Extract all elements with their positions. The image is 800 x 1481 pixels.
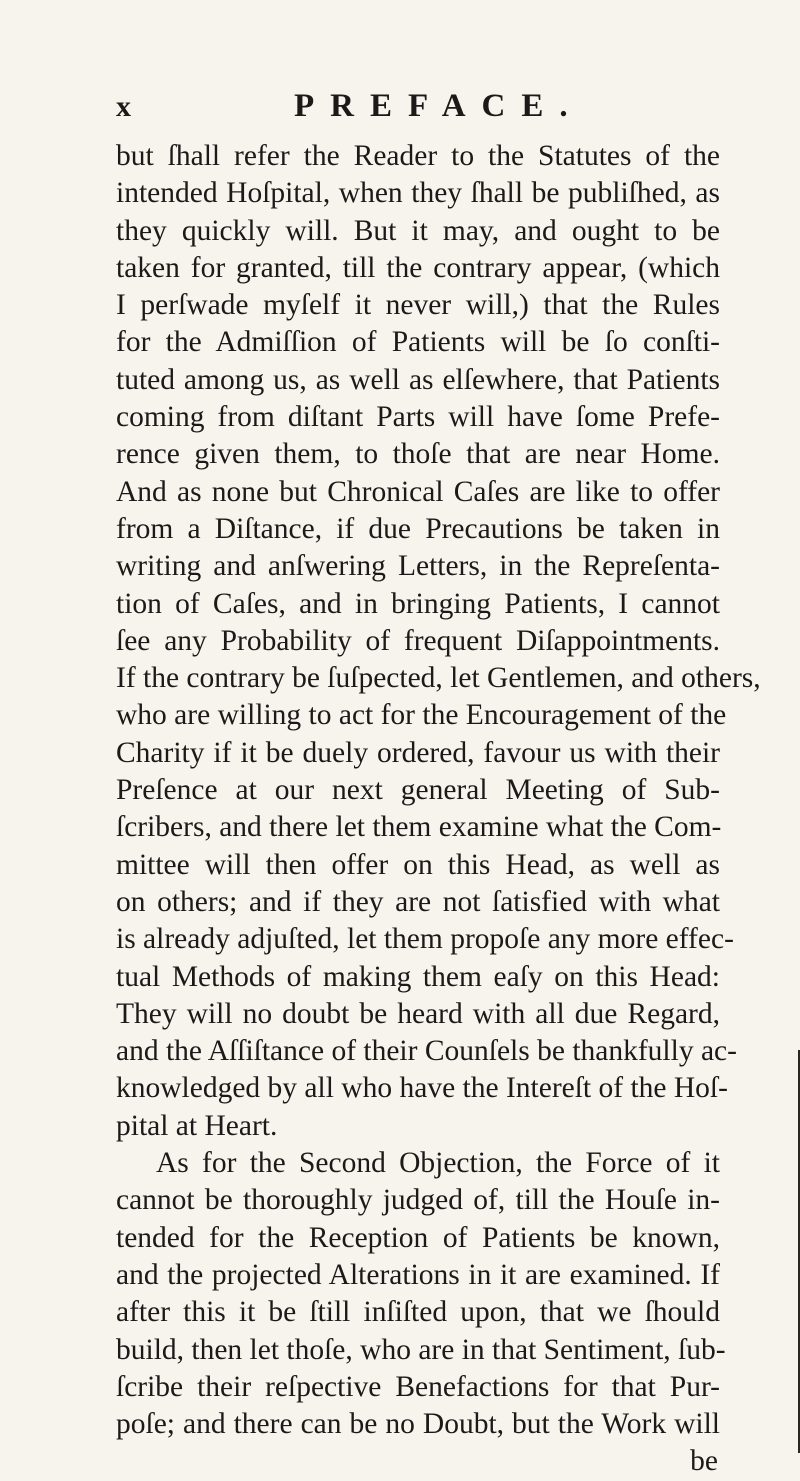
text-line: They will no doubt be heard with all due Regard,	[116, 997, 720, 1030]
text-line: knowledged by all who have the Intereſt of the Hoſ-	[116, 1072, 728, 1105]
text-line: they quickly will. But it may, and ought to be	[116, 214, 720, 247]
text-line: tual Methods of making them eaſy on this Head:	[116, 960, 720, 993]
text-line: writing and anſwering Letters, in the Repreſenta-	[116, 550, 720, 583]
text-line: ſcribers, and there let them examine what the Com-	[116, 811, 722, 844]
text-line: but ſhall refer the Reader to the Statutes of the	[116, 140, 720, 172]
text-line: after this it be ſtill inſiſted upon, that we ſhould	[116, 1296, 720, 1329]
text-line: rence given them, to thoſe that are near Home.	[116, 438, 720, 471]
text-line: build, then let thoſe, who are in that Sentiment, ſub-	[116, 1333, 726, 1366]
text-line: and the projected Alterations in it are examined. If	[116, 1258, 720, 1291]
text-line: And as none but Chronical Caſes are like to offer	[116, 475, 720, 508]
body-text	[116, 138, 761, 1481]
text-line: for the Admiſſion of Patients will be ſo conſti-	[116, 326, 720, 359]
text-line: ſee any Probability of frequent Diſappointments.	[116, 624, 720, 657]
text-line: mittee will then offer on this Head, as well as	[116, 848, 720, 881]
text-line: coming from diſtant Parts will have ſome Prefe-	[116, 401, 720, 434]
text-line: cannot be thoroughly judged of, till the Houſe in-	[116, 1184, 720, 1217]
text-line: tion of Caſes, and in bringing Patients, I cannot	[116, 587, 720, 620]
text-line: tended for the Reception of Patients be known,	[116, 1221, 720, 1254]
text-line: from a Diſtance, if due Precautions be taken in	[116, 512, 720, 545]
text-line: who are willing to act for the Encouragement of the	[116, 699, 727, 732]
page-header	[116, 88, 716, 128]
text-line: and the Aſſiſtance of their Counſels be thankfully ac-	[116, 1035, 737, 1068]
text-line: As for the Second Objection, the Force of it	[156, 1147, 720, 1180]
text-line: pital at Heart.	[116, 1109, 278, 1142]
text-line: Preſence at our next general Meeting of Sub-	[116, 774, 720, 807]
text-line: I perſwade myſelf it never will,) that the Rules	[116, 289, 720, 322]
page-number: x	[116, 90, 132, 123]
text-line: ſcribe their reſpective Benefactions for that Pur-	[116, 1370, 720, 1403]
text-line: Charity if it be duely ordered, favour us with their	[116, 736, 720, 769]
text-line: If the contrary be ſuſpected, let Gentlemen, and others,	[116, 662, 761, 695]
catchword: be	[690, 1445, 718, 1478]
running-title: PREFACE.	[294, 88, 584, 124]
text-line: intended Hoſpital, when they ſhall be publiſhed, as	[116, 177, 720, 210]
text-line: tuted among us, as well as elſewhere, that Patients	[116, 363, 720, 396]
text-line: on others; and if they are not ſatisfied with what	[116, 885, 720, 918]
text-line: is already adjuſted, let them propoſe any more effec-	[116, 923, 734, 956]
text-line: taken for granted, till the contrary appear, (which	[116, 251, 720, 284]
text-line: poſe; and there can be no Doubt, but the Work will	[116, 1408, 720, 1441]
